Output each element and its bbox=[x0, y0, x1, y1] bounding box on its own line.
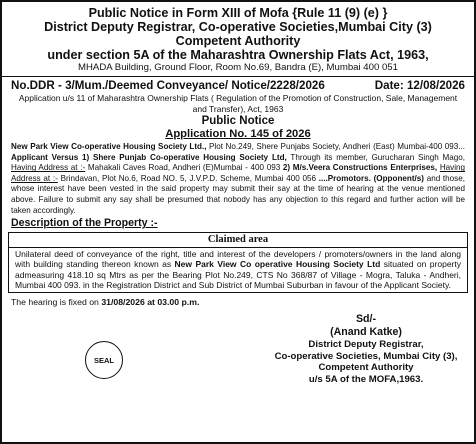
opponent-1-address: Mahakali Caves Road, Andheri (E)Mumbai - 400 093 bbox=[85, 163, 283, 173]
office-address: MHADA Building, Ground Floor, Room No.69, Bandra (E), Mumbai 400 051 bbox=[78, 62, 398, 73]
reference-number: No.DDR - 3/Mum./Deemed Conveyance/ Notice/2228/2026 bbox=[11, 79, 325, 92]
signatory-name: (Anand Katke) bbox=[330, 326, 402, 339]
claimed-society-name: New Park View Co operative Housing Society Ltd bbox=[174, 259, 381, 270]
opponent-2: 2) M/s.Veera Constructions Enterprises, bbox=[282, 163, 438, 173]
signatory-title-2: Co-operative Societies, Mumbai City (3), bbox=[274, 350, 458, 362]
applicant-versus: Applicant Versus 1) Shere Punjab Co-operative Housing Society Ltd, bbox=[11, 152, 287, 162]
authority-line: Competent Authority bbox=[175, 34, 301, 48]
header-divider bbox=[2, 76, 474, 77]
signature-area bbox=[11, 313, 465, 405]
notice-title: Public Notice in Form XIII of Mofa {Rule 11 (9) (e) } bbox=[88, 6, 388, 20]
signature-block bbox=[261, 313, 471, 385]
through-member: Through its member, Gurucharan Singh Mago, bbox=[286, 152, 465, 162]
opponent-2-address: Brindavan, Plot No.6, Road NO. 5, J.V.P.D. Scheme, Mumbai 400 056 bbox=[57, 173, 319, 183]
signature-sd: Sd/- bbox=[355, 313, 376, 326]
notice-body bbox=[11, 142, 465, 216]
act-line: under section 5A of the Maharashtra Ownership Flats Act, 1963, bbox=[47, 48, 429, 62]
promotors-label: ....Promotors. (Opponent/s) bbox=[318, 173, 424, 183]
claimed-text-b: situated on property admeasuring 418.10 sq Mtrs as per the Bearing Plot No.249, CTS No 368/87 of Village - Mogra, Taluka - Andheri, Mumbai 400 093. in the Registration District and Sub District of Mumbai Suburban in favour of the Applicant Society. bbox=[15, 259, 461, 291]
claimed-area-box bbox=[8, 232, 468, 293]
notice-header bbox=[11, 6, 465, 74]
reference-line bbox=[11, 79, 465, 93]
hearing-prefix: The hearing is fixed on bbox=[11, 297, 102, 308]
public-notice-heading: Public Notice bbox=[201, 115, 275, 127]
description-heading: Description of the Property :- bbox=[11, 217, 158, 230]
registrar-line: District Deputy Registrar, Co-operative Societies,Mumbai City (3) bbox=[44, 20, 432, 34]
having-address-1: Having Address at :- bbox=[11, 163, 86, 173]
notice-body-tail: and those, whose interest have been vested in the said property may submit their say at the time of hearing at the venue mentioned above. Failure to submit any say shall be presumed that nobody has any objection to this regard and further action will be taken accordingly. bbox=[11, 173, 465, 215]
claimed-text-a: Unilateral deed of conveyance of the right, title and interest of the developers / promoters/owners in the land along with building standing thereon known as bbox=[15, 249, 461, 270]
signatory-title-1: District Deputy Registrar, bbox=[308, 338, 424, 350]
signatory-title-3: Competent Authority bbox=[318, 362, 414, 374]
seal-icon bbox=[85, 341, 123, 379]
signatory-title-4: u/s 5A of the MOFA,1963. bbox=[308, 373, 424, 385]
hearing-line bbox=[11, 297, 465, 308]
application-number: Application No. 145 of 2026 bbox=[165, 128, 311, 140]
claimed-area-heading: Claimed area bbox=[9, 233, 467, 248]
applicant-address: Plot No.249, Shere Punjabs Society, Andheri (East) Mumbai-400 093... bbox=[206, 142, 465, 151]
hearing-datetime: 31/08/2026 at 03.00 p.m. bbox=[101, 297, 200, 308]
having-address-2: Having Address at :- bbox=[11, 163, 466, 183]
seal-label: SEAL bbox=[93, 355, 114, 365]
reference-date: Date: 12/08/2026 bbox=[374, 79, 465, 92]
applicant-name: New Park View Co-operative Housing Society Ltd., bbox=[11, 142, 207, 151]
claimed-area-text bbox=[15, 249, 461, 290]
application-intro: Application u/s 11 of Maharashtra Ownership Flats ( Regulation of the Promotion of Construction, Sale, Management and Transfer), Act, 1963 bbox=[18, 93, 458, 114]
